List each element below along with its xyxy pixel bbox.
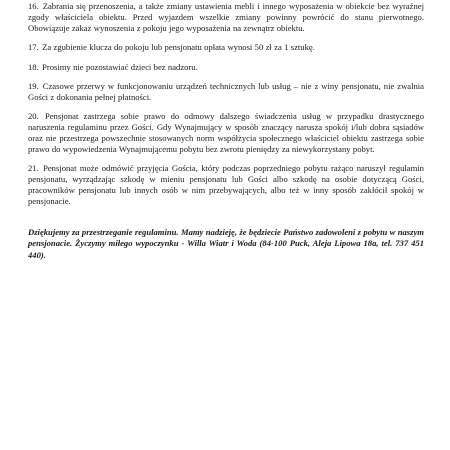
rule-number: 21. [28, 163, 39, 174]
rule-text: Za zgubienie klucza do pokoju lub pensjonatu opłata wynosi 50 zł za 1 sztukę. [42, 42, 315, 53]
rule-18 [28, 62, 424, 73]
rule-number: 16. [28, 1, 39, 11]
rule-20 [28, 111, 424, 155]
rule-number: 18. [28, 61, 39, 72]
rule-17 [28, 42, 424, 53]
rule-text: Prosimy nie pozostawiać dzieci bez nadzoru. [42, 61, 198, 72]
rule-16 [28, 1, 424, 34]
rule-19 [28, 81, 424, 103]
document-page [28, 1, 424, 269]
rule-number: 17. [28, 42, 39, 53]
rule-text: Zabrania się przenoszenia, a także zmiany ustawienia mebli i innego wyposażenia w obiekcie bez wyraźnej zgody właściciela obiektu. Przed wyjazdem wszelkie zmiany powinny powrócić do stanu pierwotnego. Obowiązuje zakaz wynoszenia z pokoju jego wyposażenia na zewnątrz obiektu. [28, 1, 424, 33]
rule-text: Pensjonat zastrzega sobie prawo do odmowy dalszego świadczenia usług w przypadku drastycznego naruszenia regulaminu przez Gości. Gdy Wynajmujący w sposób znaczący narusza spokój i/lub dobra sąsiadów oraz nie przestrzega powszechnie stosowanych norm współżycia społecznego właściciel obiektu zastrzega sobie prawo do wypowiedzenia Wynajmującemu pobytu bez zwrotu pieniędzy za niewykorzystany pobyt. [28, 111, 424, 155]
rule-number: 20. [28, 111, 39, 122]
rule-21 [28, 163, 424, 207]
rule-text: Pensjonat może odmówić przyjęcia Gościa, który podczas poprzedniego pobytu rażąco naruszył regulamin pensjonatu, wyrządzając szkodę w mieniu pensjonatu lub Gości albo szkodę na osobie dotyczącą Gości, pracowników pensjonatu lub innych osób w nim przebywających, albo też w inny sposób zakłócił spokój w pensjonacie. [28, 163, 424, 207]
closing-note: Dziękujemy za przestrzeganie regulaminu. Mamy nadzieję, że będziecie Państwo zadowoleni z pobytu w naszym pensjonacie. Życzymy miłego wypoczynku - Willa Wiatr i Woda (84-100 Puck, Aleja Lipowa 18a, tel. 737 451 440). [28, 227, 424, 260]
rule-text: Czasowe przerwy w funkcjonowaniu urządzeń technicznych lub usług – nie z winy pensjonatu, nie zwalnia Gości z dokonania pełnej płatności. [28, 81, 424, 102]
rule-number: 19. [28, 81, 39, 92]
